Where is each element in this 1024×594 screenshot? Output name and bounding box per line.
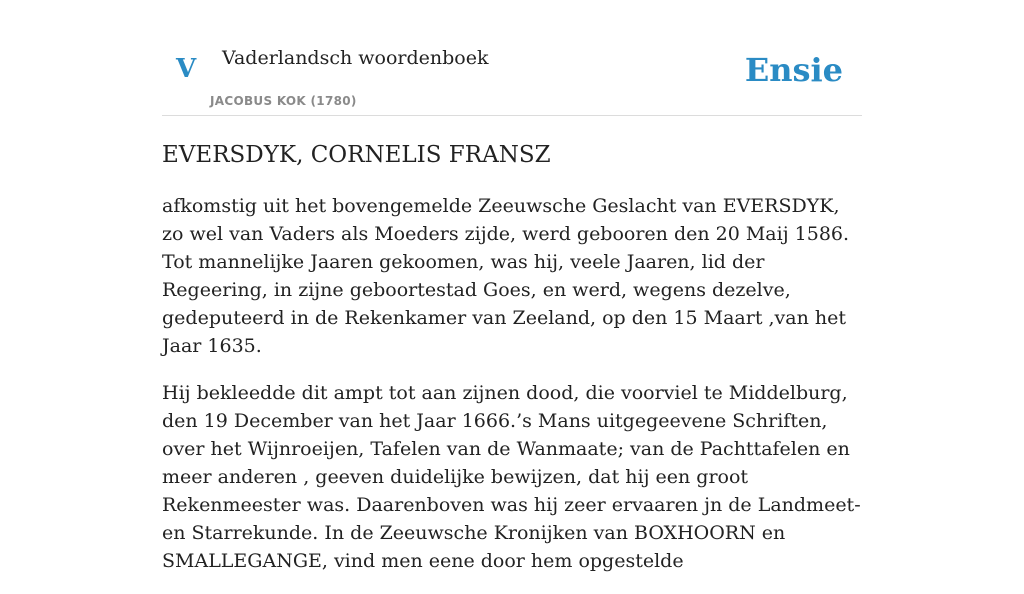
brand-logo-link[interactable]: Ensie	[744, 51, 843, 89]
letter-index-link[interactable]: V	[176, 54, 197, 84]
entry-title: EVERSDYK, CORNELIS FRANSZ	[162, 142, 551, 168]
entry-paragraph: afkomstig uit het bovengemelde Zeeuwsche Geslacht van EVERSDYK, zo wel van Vaders als Moeders zijde, werd gebooren den 20 Maij 1586. Tot mannelijke Jaaren gekoomen, was hij, veele Jaaren, lid der Regeering, in zijne geboortestad Goes, en werd, wegens dezelve, gedeputeerd in de Rekenkamer van Zeeland, op den 15 Maart ,van het Jaar 1635.	[162, 195, 850, 357]
site-header	[162, 0, 862, 116]
entry-body	[162, 192, 862, 594]
page-container	[162, 0, 862, 572]
entry-paragraph: Hij bekleedde dit ampt tot aan zijnen dood, die voorviel te Middelburg, den 19 December van het Jaar 1666.’s Mans uitgegeevene Schriften, over het Wijnroeijen, Tafelen van de Wanmaate; van de Pachttafelen en meer anderen , geeven duidelijke bewijzen, dat hij een groot Rekenmeester was. Daarenboven was hij zeer ervaaren jn de Landmeet- en Starrekunde. In de Zeeuwsche Kronijken van BOXHOORN en SMALLEGANGE, vind men eene door hem opgestelde	[162, 382, 861, 572]
book-author: JACOBUS KOK (1780)	[210, 94, 357, 108]
book-title-link[interactable]: Vaderlandsch woordenboek	[222, 47, 489, 69]
